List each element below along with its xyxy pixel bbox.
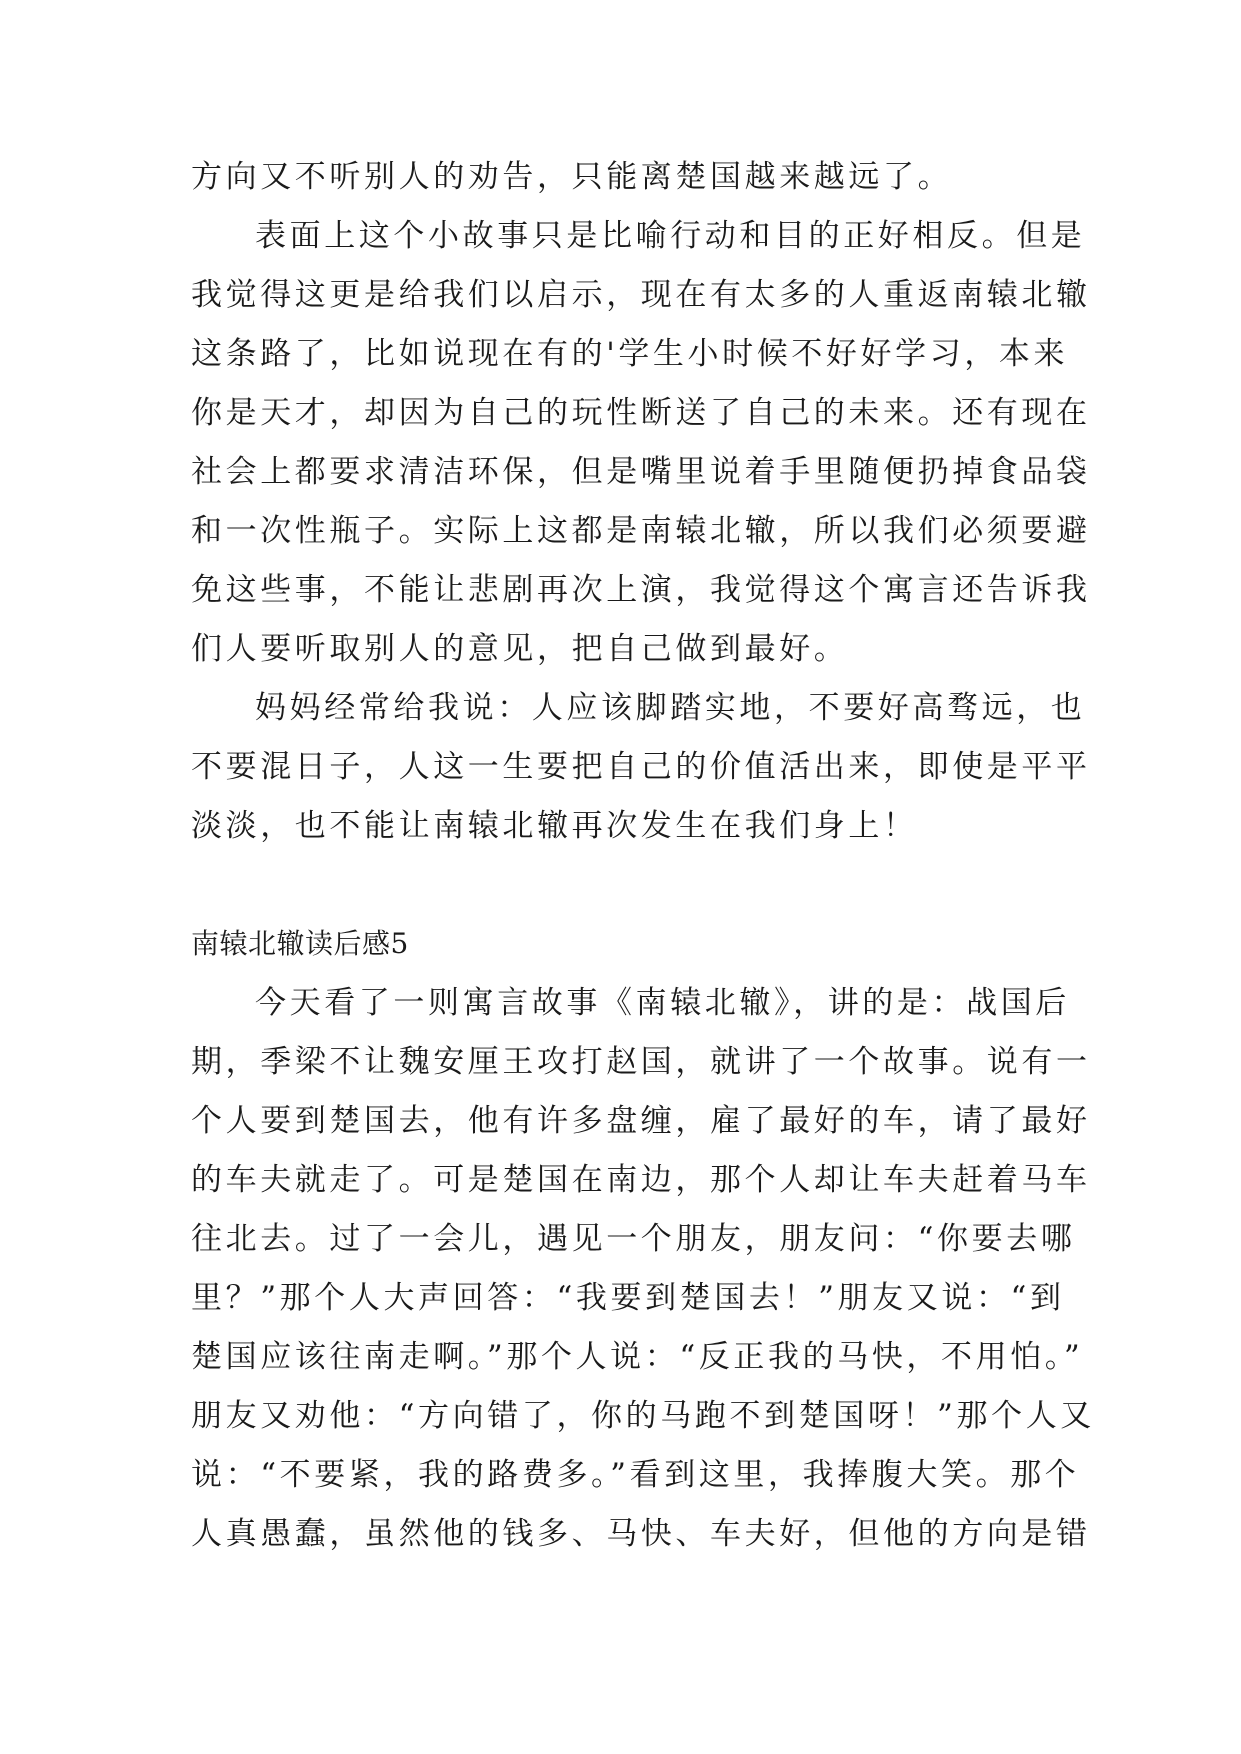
text-line: 你是天才，却因为自己的玩性断送了自己的未来。还有现在 <box>191 395 1091 431</box>
text-line: 的车夫就走了。可是楚国在南边，那个人却让车夫赶着马车 <box>191 1162 1091 1198</box>
text-line: 往北去。过了一会儿，遇见一个朋友，朋友问：“你要去哪 <box>191 1221 1076 1257</box>
text-line: 方向又不听别人的劝告，只能离楚国越来越远了。 <box>191 159 953 195</box>
text-line: 们人要听取别人的意见，把自己做到最好。 <box>191 631 849 667</box>
text-line: 不要混日子，人这一生要把自己的价值活出来，即使是平平 <box>191 749 1091 785</box>
text-line: 朋友又劝他：“方向错了，你的马跑不到楚国呀！”那个人又 <box>191 1398 1095 1434</box>
text-line: 我觉得这更是给我们以启示，现在有太多的人重返南辕北辙 <box>191 277 1091 313</box>
text-line: 里？”那个人大声回答：“我要到楚国去！”朋友又说：“到 <box>191 1280 1065 1316</box>
text-line: 楚国应该往南走啊。”那个人说：“反正我的马快，不用怕。” <box>191 1339 1084 1375</box>
text-line: 说：“不要紧，我的路费多。”看到这里，我捧腹大笑。那个 <box>191 1457 1080 1493</box>
essay-body-section-5 <box>191 974 1095 1564</box>
text-line: 免这些事，不能让悲剧再次上演，我觉得这个寓言还告诉我 <box>191 572 1091 608</box>
text-line: 人真愚蠢，虽然他的钱多、马快、车夫好，但他的方向是错 <box>191 1516 1091 1552</box>
paragraph-start-line: 妈妈经常给我说：人应该脚踏实地，不要好高骛远，也 <box>255 690 1086 726</box>
paragraph-start-line: 今天看了一则寓言故事《南辕北辙》，讲的是：战国后 <box>255 985 1070 1021</box>
text-line: 个人要到楚国去，他有许多盘缠，雇了最好的车，请了最好 <box>191 1103 1091 1139</box>
text-line: 和一次性瓶子。实际上这都是南辕北辙，所以我们必须要避 <box>191 513 1091 549</box>
text-line: 社会上都要求清洁环保，但是嘴里说着手里随便扔掉食品袋 <box>191 454 1091 490</box>
text-line: 期，季梁不让魏安厘王攻打赵国，就讲了一个故事。说有一 <box>191 1044 1091 1080</box>
paragraph-start-line: 表面上这个小故事只是比喻行动和目的正好相反。但是 <box>255 218 1086 254</box>
text-line: 这条路了，比如说现在有的'学生小时候不好好学习，本来 <box>191 336 1069 372</box>
essay-body-continued <box>191 148 1091 856</box>
text-line: 淡淡，也不能让南辕北辙再次发生在我们身上！ <box>191 808 918 844</box>
section-title: 南辕北辙读后感5 <box>191 927 409 960</box>
